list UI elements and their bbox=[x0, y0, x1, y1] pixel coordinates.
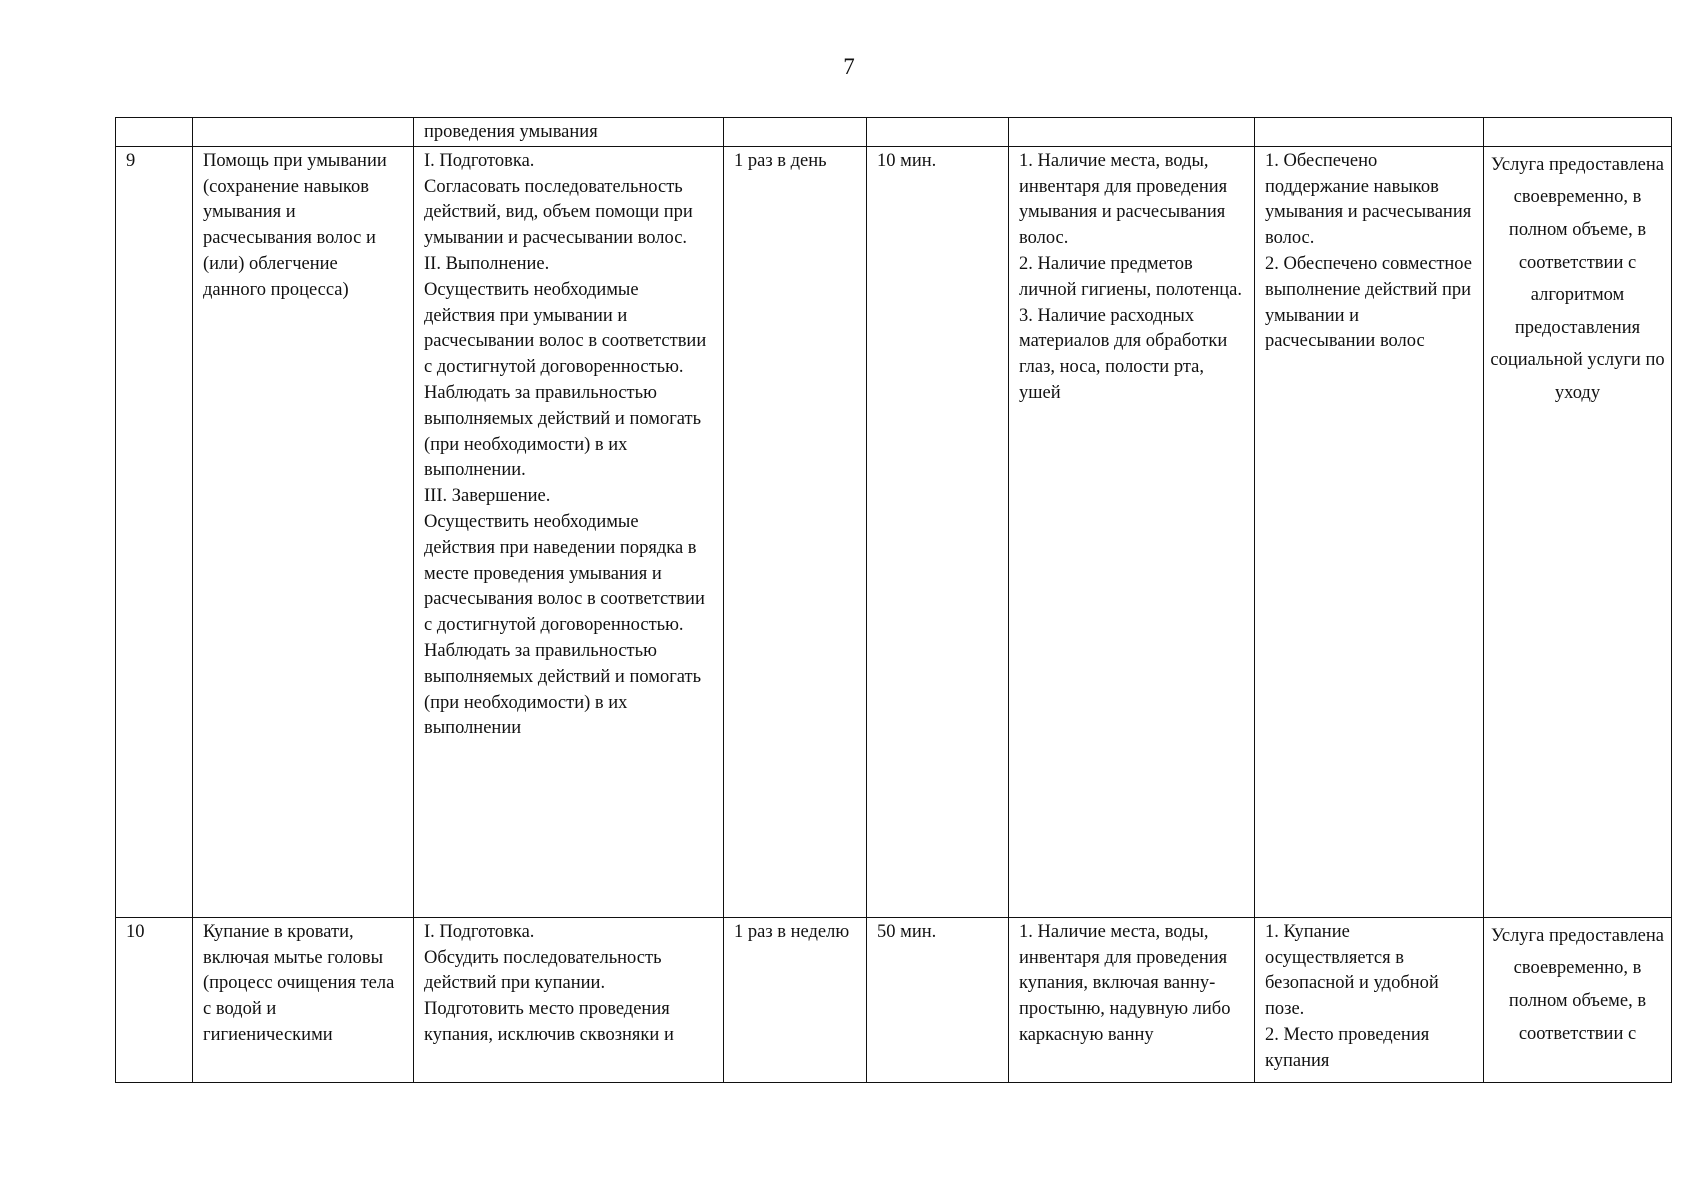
cell-conditions: 1. Наличие места, воды, инвентаря для проведения купания, включая ванну-простыню, надувную либо каркасную ванну bbox=[1009, 917, 1255, 1082]
table-row-continuation bbox=[116, 118, 1672, 147]
cell-number: 10 bbox=[116, 917, 193, 1082]
cell-number bbox=[116, 118, 193, 147]
cell-service: Помощь при умывании (сохранение навыков умывания и расчесывания волос и (или) облегчение данного процесса) bbox=[193, 146, 414, 917]
page-number: 7 bbox=[843, 54, 855, 79]
cell-description: I. Подготовка. Обсудить последовательность действий при купании. Подготовить место проведения купания, исключив сквозняки и bbox=[414, 917, 724, 1082]
cell-frequency bbox=[724, 118, 867, 147]
cell-result: Услуга предоставлена своевременно, в полном объеме, в соответствии с bbox=[1484, 917, 1672, 1082]
cell-indicators: 1. Обеспечено поддержание навыков умывания и расчесывания волос. 2. Обеспечено совместное выполнение действий при умывании и расчесывании волос bbox=[1255, 146, 1484, 917]
cell-frequency: 1 раз в неделю bbox=[724, 917, 867, 1082]
cell-duration: 10 мин. bbox=[867, 146, 1009, 917]
cell-result bbox=[1484, 118, 1672, 147]
cell-service bbox=[193, 118, 414, 147]
cell-duration bbox=[867, 118, 1009, 147]
cell-conditions bbox=[1009, 118, 1255, 147]
cell-indicators bbox=[1255, 118, 1484, 147]
cell-frequency: 1 раз в день bbox=[724, 146, 867, 917]
cell-description: проведения умывания bbox=[414, 118, 724, 147]
cell-conditions: 1. Наличие места, воды, инвентаря для проведения умывания и расчесывания волос. 2. Наличие предметов личной гигиены, полотенца. 3. Наличие расходных материалов для обработки глаз, носа, полости рта, ушей bbox=[1009, 146, 1255, 917]
cell-result: Услуга предоставлена своевременно, в полном объеме, в соответствии с алгоритмом предоставления социальной услуги по уходу bbox=[1484, 146, 1672, 917]
table-row bbox=[116, 146, 1672, 917]
cell-duration: 50 мин. bbox=[867, 917, 1009, 1082]
cell-description: I. Подготовка. Согласовать последовательность действий, вид, объем помощи при умывании и расчесывании волос. II. Выполнение. Осуществить необходимые действия при умывании и расчесывании волос в соответствии с достигнутой договоренностью. Наблюдать за правильностью выполняемых действий и помогать (при необходимости) в их выполнении. III. Завершение. Осуществить необходимые действия при наведении порядка в месте проведения умывания и расчесывания волос в соответствии с достигнутой договоренностью. Наблюдать за правильностью выполняемых действий и помогать (при необходимости) в их выполнении bbox=[414, 146, 724, 917]
cell-service: Купание в кровати, включая мытье головы (процесс очищения тела с водой и гигиеническими bbox=[193, 917, 414, 1082]
cell-number: 9 bbox=[116, 146, 193, 917]
cell-indicators: 1. Купание осуществляется в безопасной и удобной позе. 2. Место проведения купания bbox=[1255, 917, 1484, 1082]
table-row bbox=[116, 917, 1672, 1082]
services-table bbox=[115, 117, 1672, 1083]
